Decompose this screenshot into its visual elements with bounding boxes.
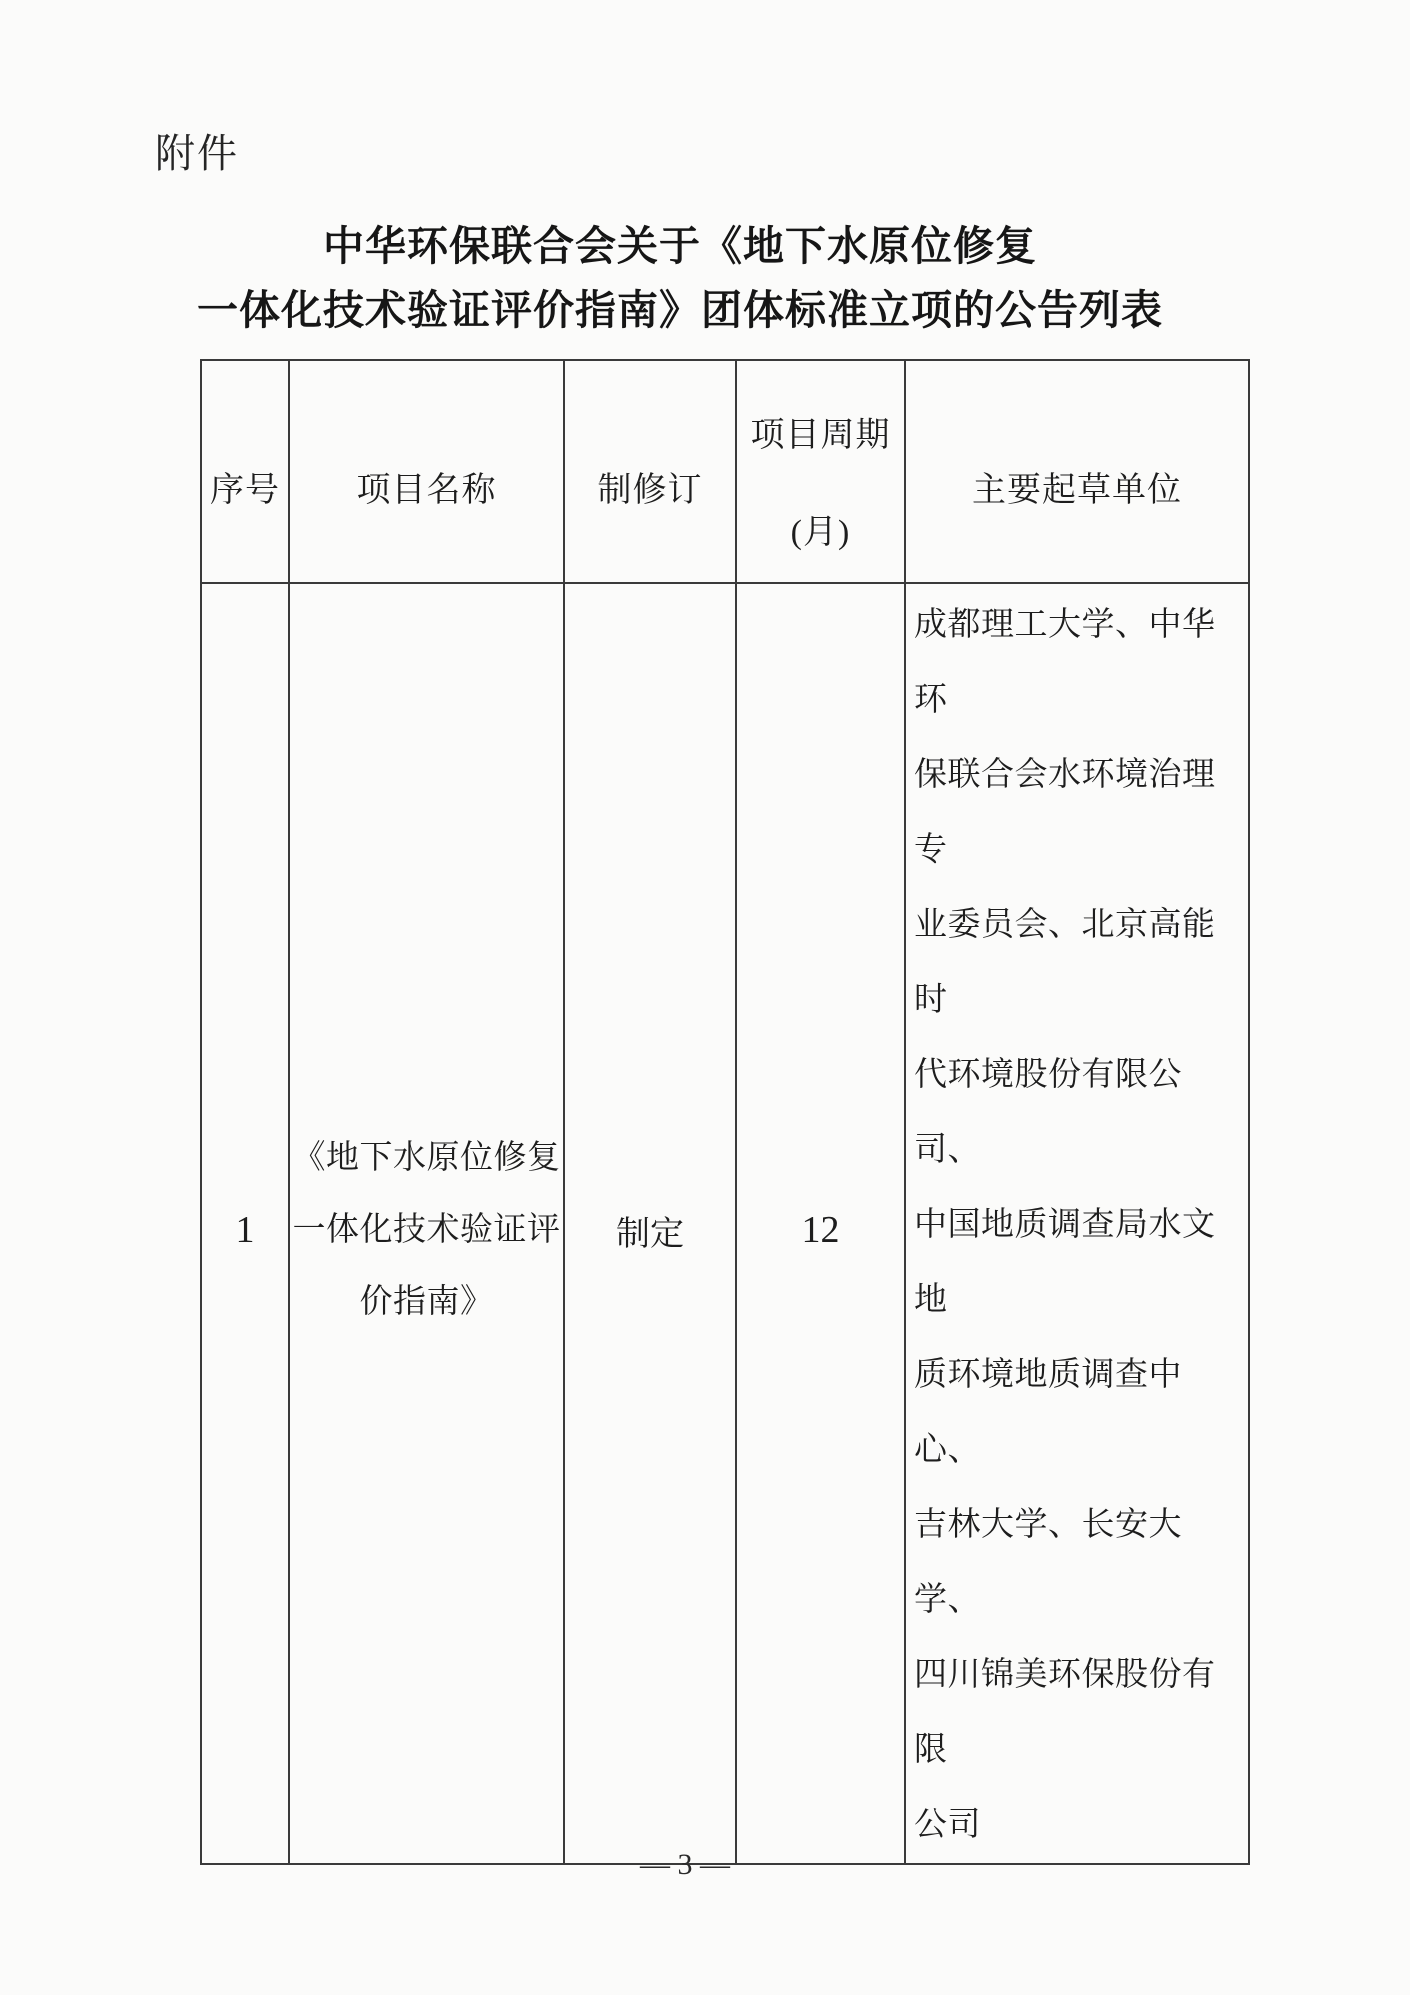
cell-revision-type: 制定 — [564, 583, 736, 1864]
table-row — [201, 583, 1249, 1864]
drafting-units-line: 质环境地质调查中心、 — [914, 1357, 1182, 1468]
title-line-2: 一体化技术验证评价指南》团体标准立项的公告列表 — [197, 287, 1163, 333]
page-number: — 3 — — [640, 1848, 730, 1881]
attachment-label: 附件 — [155, 131, 239, 176]
cell-project-name — [289, 583, 564, 1864]
header-period-line-2: (月) — [790, 514, 851, 551]
drafting-units-line: 四川锦美环保股份有限 — [914, 1657, 1216, 1768]
cell-drafting-units — [905, 583, 1249, 1864]
header-cell-drafting-units: 主要起草单位 — [905, 360, 1249, 583]
table-header-row — [201, 360, 1249, 583]
project-name-line: 价指南》 — [359, 1284, 494, 1320]
drafting-units-line: 公司 — [914, 1807, 981, 1843]
drafting-units-line: 业委员会、北京高能时 — [914, 907, 1216, 1018]
drafting-units-line: 吉林大学、长安大学、 — [914, 1507, 1182, 1618]
row-index-value: 1 — [235, 1209, 255, 1251]
drafting-units-line: 中国地质调查局水文地 — [914, 1207, 1216, 1318]
period-months-value: 12 — [801, 1209, 840, 1251]
document-title — [150, 214, 1210, 342]
project-name-line: 《地下水原位修复 — [292, 1140, 561, 1176]
project-name-line: 一体化技术验证评 — [292, 1212, 561, 1248]
header-period-line-1: 项目周期 — [750, 417, 891, 454]
cell-index — [201, 583, 289, 1864]
title-line-1: 中华环保联合会关于《地下水原位修复 — [323, 223, 1037, 269]
header-cell-period — [736, 360, 905, 583]
header-cell-index: 序号 — [201, 360, 289, 583]
header-cell-revision-type: 制修订 — [564, 360, 736, 583]
drafting-units-line: 成都理工大学、中华环 — [914, 607, 1216, 718]
drafting-units-line: 保联合会水环境治理专 — [914, 757, 1216, 868]
drafting-units-line: 代环境股份有限公司、 — [914, 1057, 1182, 1168]
header-cell-project-name: 项目名称 — [289, 360, 564, 583]
cell-period-months — [736, 583, 905, 1864]
announcement-table — [200, 359, 1250, 1865]
